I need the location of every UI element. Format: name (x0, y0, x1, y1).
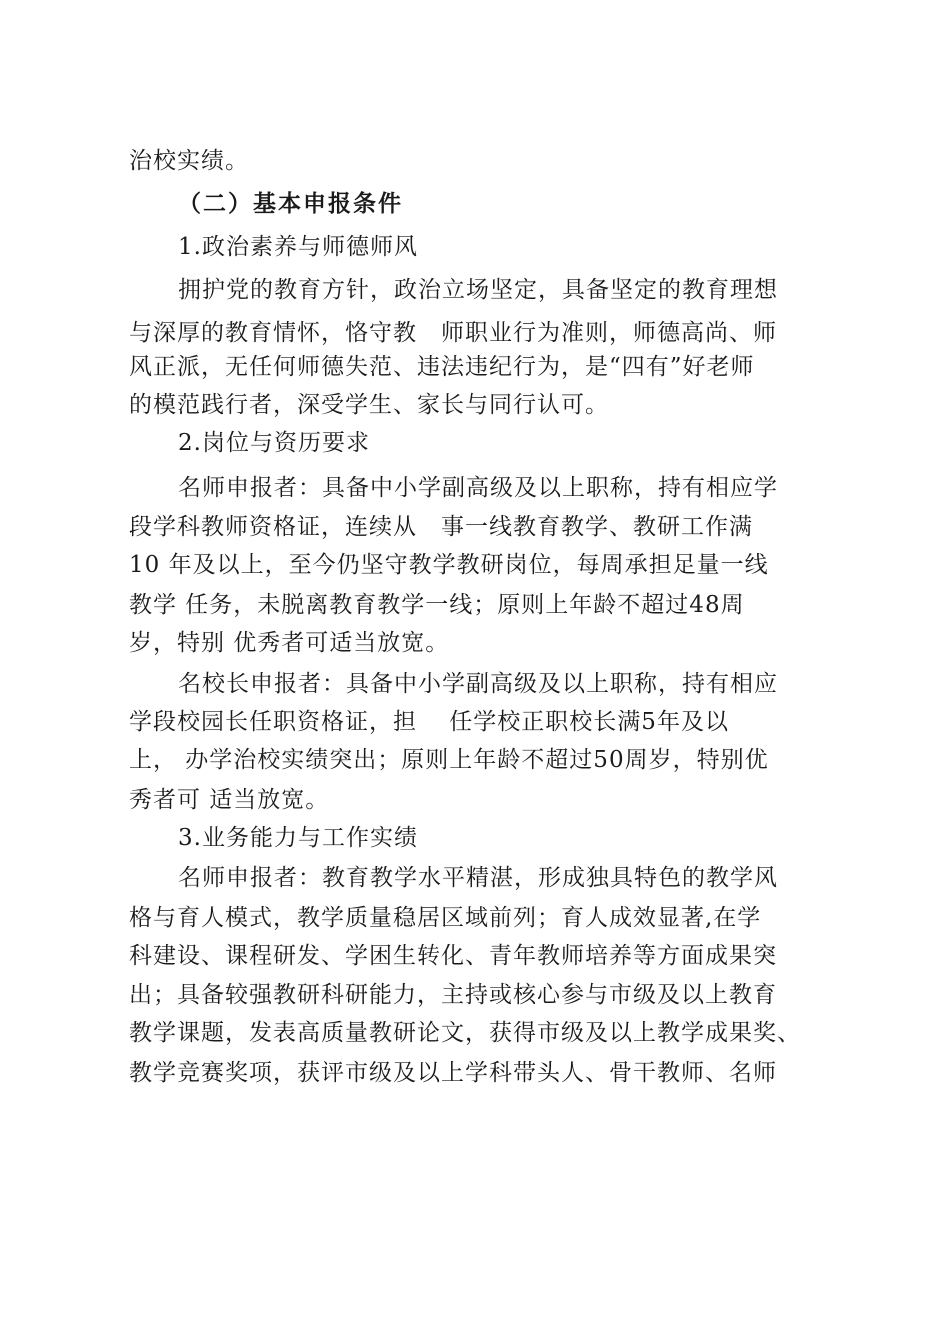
paragraph-line: 出；具备较强教研科研能力，主持或核心参与市级及以上教育 (129, 982, 777, 1008)
paragraph-line: 科建设、课程研发、学困生转化、青年教师培养等方面成果突 (129, 943, 777, 969)
paragraph-line: 名师申报者：教育教学水平精湛，形成独具特色的教学风 (178, 865, 778, 891)
paragraph-line: 上， 办学治校实绩突出；原则上年龄不超过50周岁，特别优 (129, 747, 769, 773)
paragraph-line: 教学课题，发表高质量教研论文，获得市级及以上教学成果奖、 (129, 1020, 801, 1046)
paragraph-line: 拥护党的教育方针，政治立场坚定，具备坚定的教育理想 (178, 277, 778, 303)
paragraph-continuation: 治校实绩。 (129, 148, 249, 174)
subsection-heading: 2.岗位与资历要求 (178, 430, 370, 456)
paragraph-line: 岁，特别 优秀者可适当放宽。 (129, 630, 450, 656)
section-heading: （二）基本申报条件 (178, 190, 403, 217)
paragraph-line: 秀者可 适当放宽。 (129, 787, 330, 813)
paragraph-line: 格与育人模式，教学质量稳居区域前列；育人成效显著,在学 (129, 905, 762, 931)
paragraph-line: 风正派，无任何师德失范、违法违纪行为，是“四有”好老师 (129, 354, 755, 380)
paragraph-line: 名校长申报者：具备中小学副高级及以上职称，持有相应 (178, 671, 778, 697)
paragraph-line: 教学 任务，未脱离教育教学一线；原则上年龄不超过48周 (129, 592, 745, 618)
paragraph-line: 的模范践行者，深受学生、家长与同行认可。 (129, 392, 609, 418)
paragraph-line: 段学科教师资格证，连续从 事一线教育教学、教研工作满 (129, 514, 753, 540)
subsection-heading: 3.业务能力与工作实绩 (178, 825, 418, 851)
paragraph-line: 学段校园长任职资格证，担 任学校正职校长满5年及以 (129, 709, 729, 735)
paragraph-line: 与深厚的教育情怀，恪守教 师职业行为准则，师德高尚、师 (129, 320, 777, 346)
paragraph-line: 名师申报者：具备中小学副高级及以上职称，持有相应学 (178, 475, 778, 501)
paragraph-line: 10 年及以上，至今仍坚守教学教研岗位，每周承担足量一线 (129, 552, 769, 578)
subsection-heading: 1.政治素养与师德师风 (178, 234, 418, 260)
paragraph-line: 教学竞赛奖项，获评市级及以上学科带头人、骨干教师、名师 (129, 1060, 777, 1086)
